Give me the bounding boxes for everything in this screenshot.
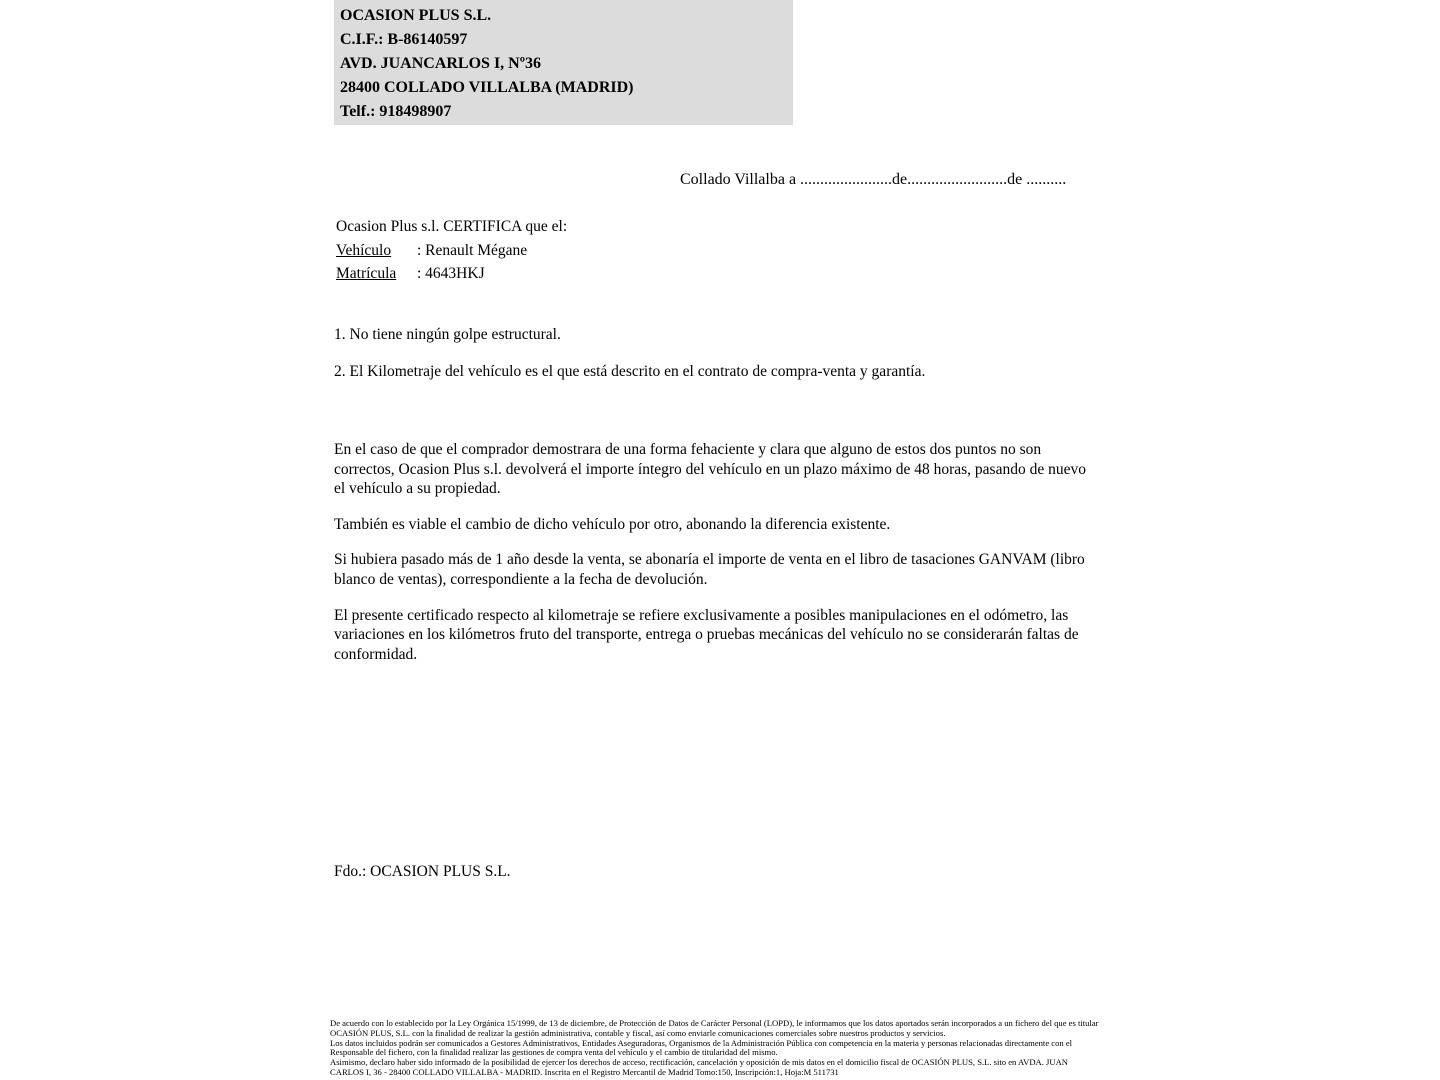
paragraph-refund: En el caso de que el comprador demostrara de una forma fehaciente y clara que alguno de estos dos puntos no son correctos, Ocasion Plus s.l. devolverá el importe íntegro del vehículo en un plazo máximo de 48 horas, pasando de nuevo el vehículo a su propiedad. — [334, 441, 1086, 498]
clause-2: 2. El Kilometraje del vehículo es el que está descrito en el contrato de compra-venta y garantía. — [334, 362, 926, 380]
plate-row — [336, 262, 567, 286]
clause-1: 1. No tiene ningún golpe estructural. — [334, 326, 561, 343]
company-phone: Telf.: 918498907 — [340, 103, 452, 120]
vehicle-label-text: Vehículo — [336, 241, 392, 259]
signature-line: Fdo.: OCASION PLUS S.L. — [334, 863, 511, 880]
legal-footer — [330, 1019, 1102, 1078]
footer-lopd-line: De acuerdo con lo establecido por la Ley Orgánica 15/1999, de 13 de diciembre, de Protección de Datos de Carácter Personal (LOPD), le informamos que los datos aportados serán incorporados a un fichero del que es titular OCASIÓN PLUS, S.L. con la finalidad de realizar la gestión administrativa, contable y fiscal, así como enviarle comunicaciones comerciales sobre nuestros productos y servicios. — [330, 1018, 1099, 1038]
plate-value: : 4643HKJ — [417, 265, 485, 282]
paragraph-odometer: El presente certificado respecto al kilometraje se refiere exclusivamente a posibles manipulaciones en el odómetro, las variaciones en los kilómetros fruto del transporte, entrega o pruebas mecánicas del vehículo no se considerarán faltas de conformidad. — [334, 606, 1079, 663]
clauses-section — [334, 325, 1096, 398]
paragraph-ganvam: Si hubiera pasado más de 1 año desde la venta, se abonaría el importe de venta en el libro de tasaciones GANVAM (libro blanco de ventas), correspondiente a la fecha de devolución. — [334, 551, 1085, 588]
company-cif: C.I.F.: B-86140597 — [340, 31, 468, 48]
plate-label-text: Matrícula — [336, 265, 397, 282]
vehicle-row — [336, 239, 567, 263]
date-line: Collado Villalba a .......................de.........................de .......... — [680, 171, 1067, 188]
certificate-block — [336, 215, 567, 286]
company-header-box — [334, 0, 793, 125]
vehicle-label — [336, 239, 417, 263]
vehicle-value: : Renault Mégane — [417, 241, 528, 259]
company-address-line2: 28400 COLLADO VILLALBA (MADRID) — [340, 79, 634, 96]
footer-data-sharing-line: Los datos incluidos podrán ser comunicados a Gestores Administrativos, Entidades Aseguradoras, Organismos de la Administración Pública con competencia en la materia y personas relacionadas directamente con el Responsable del fichero, con la finalidad realizar las gestiones de compra venta del vehículo y el cambio de titularidad del mismo. — [330, 1037, 1073, 1058]
company-address-line1: AVD. JUANCARLOS I, Nº36 — [340, 55, 542, 72]
plate-label — [336, 262, 417, 286]
paragraph-exchange: También es viable el cambio de dicho vehículo por otro, abonando la diferencia existente. — [334, 515, 891, 533]
body-paragraphs — [334, 440, 1096, 680]
certificate-intro: Ocasion Plus s.l. CERTIFICA que el: — [336, 218, 568, 235]
footer-rights-line: Asimismo, declaro haber sido informado de la posibilidad de ejercer los derechos de acceso, rectificación, cancelación y oposición de mis datos en el domicilio fiscal de OCASIÓN PLUS, S.L. sito en AVDA. JUAN CARLOS I, 36 - 28400 COLLADO VILLALBA - MADRID. Inscrita en el Registro Mercantil de Madrid Tomo:150, Inscripción:1, Hoja:M 511731 — [330, 1057, 1069, 1077]
company-name: OCASION PLUS S.L. — [340, 7, 492, 24]
